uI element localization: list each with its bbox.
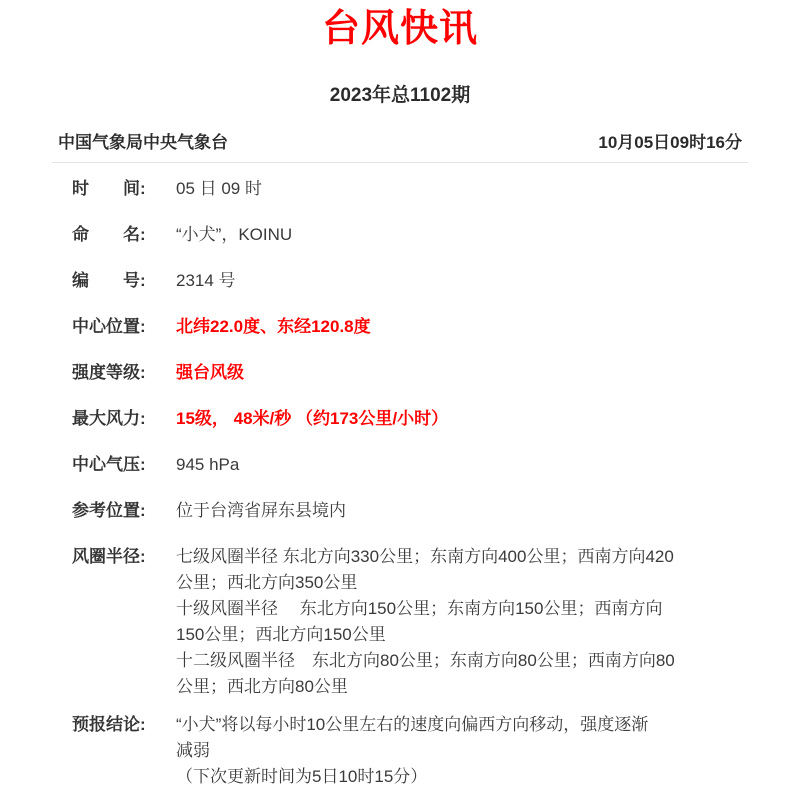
field-value-line: “小犬”将以每小时10公里左右的速度向偏西方向移动，强度逐渐 bbox=[176, 715, 649, 734]
field-row bbox=[72, 452, 748, 478]
agency-name: 中国气象局中央气象台 bbox=[58, 133, 228, 152]
field-value bbox=[176, 176, 748, 202]
field-value-line: 七级风圈半径 东北方向330公里；东南方向400公里；西南方向420 bbox=[176, 547, 674, 566]
field-value-line: “小犬”，KOINU bbox=[176, 225, 293, 244]
page-title: 台风快讯 bbox=[321, 8, 478, 50]
field-value bbox=[176, 314, 748, 340]
field-row bbox=[72, 268, 748, 294]
field-row bbox=[72, 544, 748, 700]
field-value-line: 公里；西北方向350公里 bbox=[176, 573, 358, 592]
field-value-line: 150公里；西北方向150公里 bbox=[176, 625, 386, 644]
field-value bbox=[176, 406, 748, 432]
field-value-line: 位于台湾省屏东县境内 bbox=[176, 501, 346, 520]
field-value bbox=[176, 712, 748, 790]
field-row bbox=[72, 314, 748, 340]
field-label: 命 名: bbox=[72, 225, 146, 244]
field-value bbox=[176, 360, 748, 386]
field-value bbox=[176, 498, 748, 524]
field-value-line: 减弱 bbox=[176, 741, 210, 760]
field-value-line: 十级风圈半径 东北方向150公里；东南方向150公里；西南方向 bbox=[176, 599, 663, 618]
field-value bbox=[176, 222, 748, 248]
field-label: 中心气压: bbox=[72, 455, 146, 474]
field-value-line: 945 hPa bbox=[176, 455, 240, 474]
issue-number: 2023年总1102期 bbox=[329, 85, 471, 106]
field-row bbox=[72, 498, 748, 524]
fields bbox=[52, 163, 748, 790]
field-value bbox=[176, 268, 748, 294]
field-value-line: 05 日 09 时 bbox=[176, 179, 262, 198]
field-value-line: 北纬22.0度、东经120.8度 bbox=[176, 317, 371, 336]
field-label: 最大风力: bbox=[72, 409, 146, 428]
field-label: 时 间: bbox=[72, 179, 146, 198]
field-label: 中心位置: bbox=[72, 317, 146, 336]
meta-row bbox=[52, 132, 748, 154]
field-row bbox=[72, 360, 748, 386]
field-value-line: 十二级风圈半径 东北方向80公里；东南方向80公里；西南方向80 bbox=[176, 651, 675, 670]
field-value-line: 强台风级 bbox=[176, 363, 244, 382]
field-value-line: 公里；西北方向80公里 bbox=[176, 677, 348, 696]
field-label: 参考位置: bbox=[72, 501, 146, 520]
field-value-line: 15级， 48米/秒 （约173公里/小时） bbox=[176, 409, 449, 428]
field-label: 预报结论: bbox=[72, 715, 146, 734]
field-label: 编 号: bbox=[72, 271, 146, 290]
field-row bbox=[72, 406, 748, 432]
field-row bbox=[72, 712, 748, 790]
publish-time: 10月05日09时16分 bbox=[598, 133, 742, 152]
bulletin-page bbox=[52, 0, 748, 790]
field-row bbox=[72, 222, 748, 248]
field-value bbox=[176, 452, 748, 478]
field-label: 风圈半径: bbox=[72, 547, 146, 566]
field-value bbox=[176, 544, 748, 700]
field-value-line: （下次更新时间为5日10时15分） bbox=[176, 767, 428, 786]
field-label: 强度等级: bbox=[72, 363, 146, 382]
field-value-line: 2314 号 bbox=[176, 271, 236, 290]
field-row bbox=[72, 176, 748, 202]
